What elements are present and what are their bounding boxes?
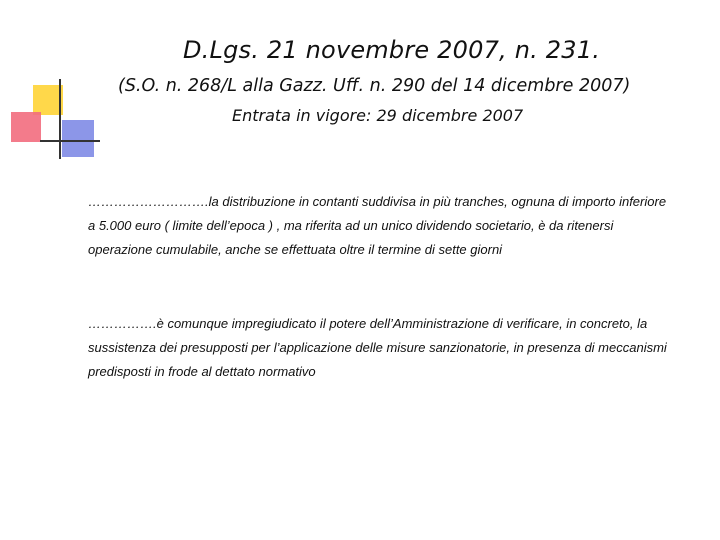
- vertical-line: [59, 79, 61, 159]
- paragraph-2: …………….è comunque impregiudicato il potere dell’Amministrazione di verificare, in concreto, la sussistenza dei presupposti per l’applicazione delle misure sanzionatorie, in presenza di meccanismi predisposti in frode al dettato normativo: [88, 316, 667, 379]
- paragraph-1: ……………………….la distribuzione in contanti suddivisa in più tranches, ognuna di importo inferiore a 5.000 euro ( limite dell’epoca ) , ma riferita ad un unico dividendo societario, è da ritenersi operazione cumulabile, anche se effettuata oltre il termine di sette giorni: [88, 194, 667, 257]
- page-subtitle: (S.O. n. 268/L alla Gazz. Uff. n. 290 del 14 dicembre 2007): [118, 76, 631, 96]
- decorative-logo: [0, 0, 100, 165]
- page-title: D.Lgs. 21 novembre 2007, n. 231.: [183, 36, 601, 64]
- effective-date: Entrata in vigore: 29 dicembre 2007: [232, 106, 524, 125]
- horizontal-line: [40, 140, 100, 142]
- red-square: [11, 112, 41, 142]
- blue-square: [62, 120, 94, 157]
